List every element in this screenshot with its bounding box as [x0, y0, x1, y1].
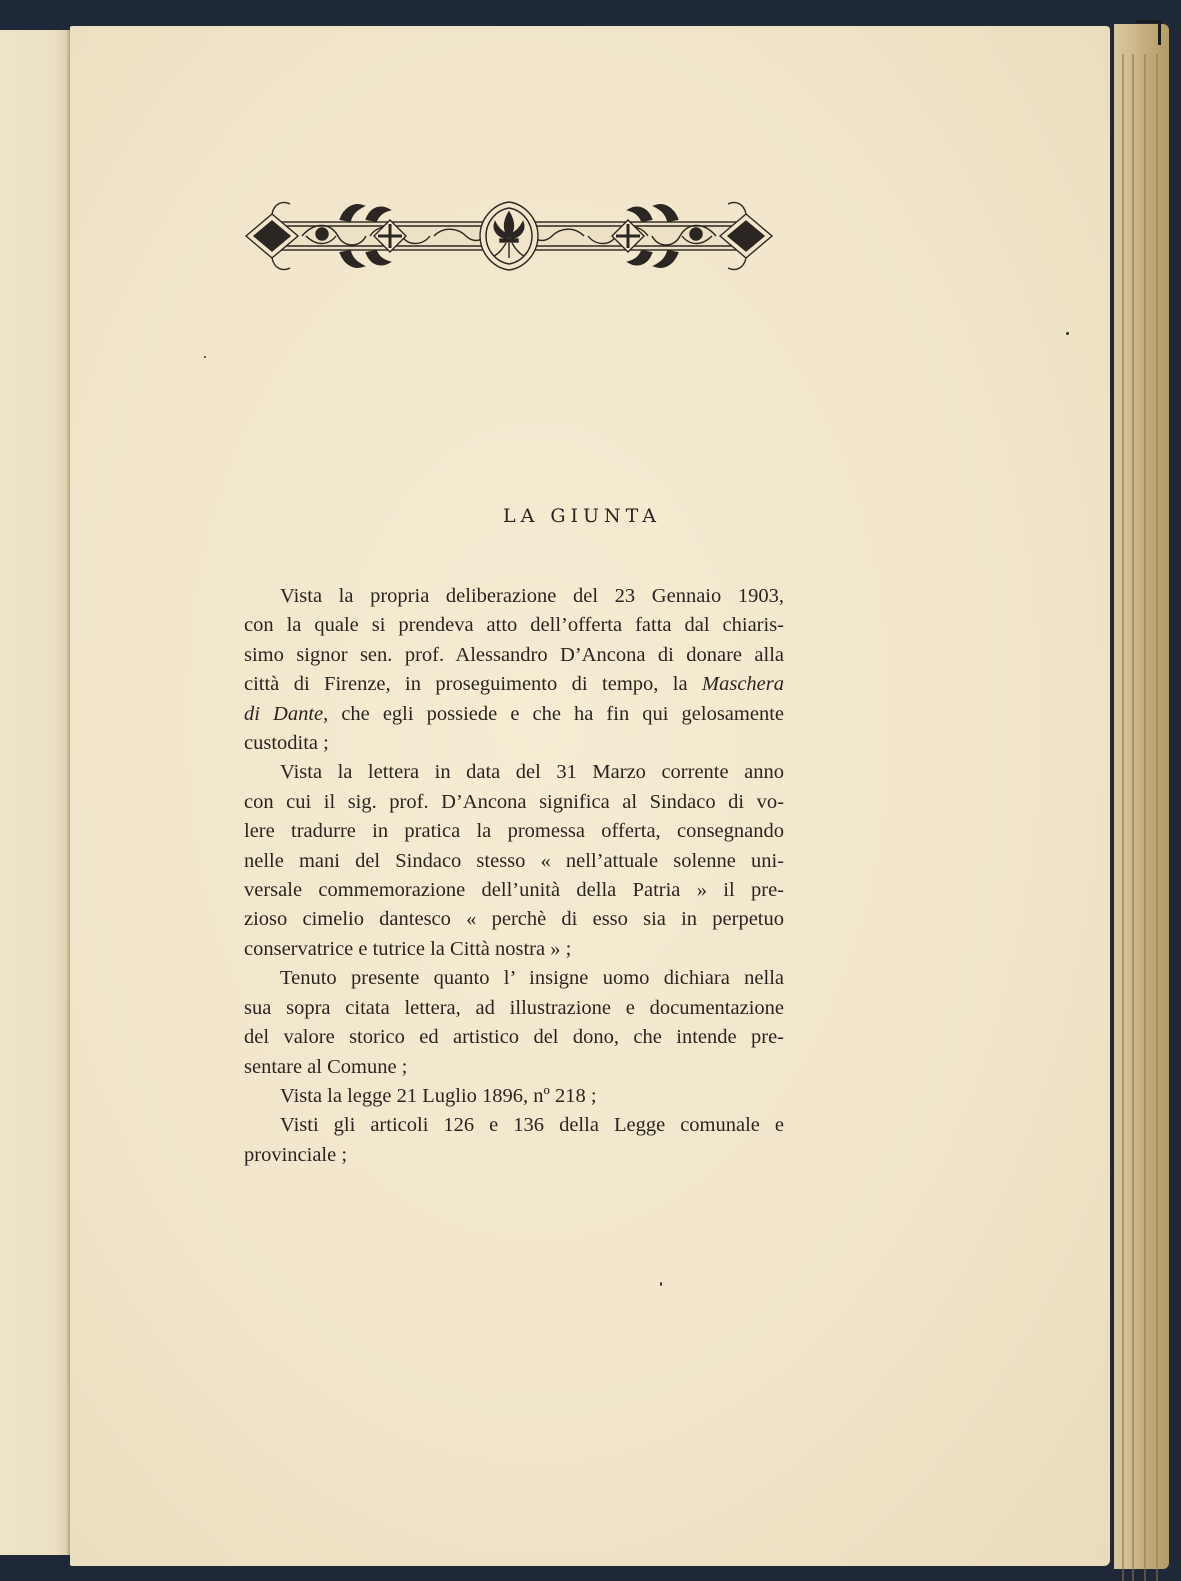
text-line: sua sopra citata lettera, ad illustrazione e documentazione [244, 996, 784, 1019]
text-line [244, 670, 784, 699]
paragraph-1 [244, 582, 784, 758]
body-text [244, 582, 784, 1170]
text-line [244, 700, 784, 729]
paragraph-5 [244, 1111, 784, 1170]
text-line: sentare al Comune ; [244, 1055, 408, 1078]
fleur-de-lis-ornament [244, 198, 774, 276]
italic-title: Maschera [702, 673, 784, 696]
text-line: Vista la propria deliberazione del 23 Gennaio 1903, [280, 585, 784, 607]
paragraph-4 [244, 1082, 784, 1111]
paper-speck [204, 356, 206, 358]
text-line: con cui il sig. prof. D’Ancona significa al Sindaco di vo- [244, 790, 784, 813]
text-run: che egli possiede e che ha fin qui gelosamente [328, 702, 784, 725]
paper-speck [1066, 332, 1069, 335]
paragraph-3 [244, 964, 784, 1082]
text-line: simo signor sen. prof. Alessandro D’Ancona di donare alla [244, 643, 784, 666]
text-line: custodita ; [244, 732, 329, 755]
text-line: versale commemorazione dell’unità della Patria » il pre- [244, 879, 784, 902]
text-line: lere tradurre in pratica la promessa offerta, consegnando [244, 820, 784, 843]
text-line: nelle mani del Sindaco stesso « nell’attuale solenne uni- [244, 849, 784, 872]
text-run: città di Firenze, in proseguimento di tempo, la [244, 673, 703, 696]
text-line: Vista la legge 21 Luglio 1896, nº 218 ; [280, 1084, 597, 1107]
text-line: provinciale ; [244, 1143, 348, 1166]
right-page [70, 26, 1110, 1566]
text-line: conservatrice e tutrice la Città nostra » ; [244, 937, 572, 960]
text-line: Vista la lettera in data del 31 Marzo corrente anno [280, 761, 784, 784]
corner-mark [1136, 20, 1161, 45]
text-line: con la quale si prendeva atto dell’offerta fatta dal chiaris- [244, 614, 784, 637]
paragraph-2 [244, 758, 784, 964]
italic-title: di Dante, [244, 702, 329, 725]
text-line: zioso cimelio dantesco « perchè di esso sia in perpetuo [244, 908, 784, 931]
text-line: del valore storico ed artistico del dono, che intende pre- [244, 1026, 784, 1049]
text-line: Visti gli articoli 126 e 136 della Legge comunale e [280, 1114, 784, 1137]
text-line: Tenuto presente quanto l’ insigne uomo dichiara nella [280, 967, 784, 990]
page-heading: LA GIUNTA [502, 505, 662, 527]
page-stack-edge [1114, 24, 1169, 1569]
paper-speck [660, 1282, 662, 1286]
